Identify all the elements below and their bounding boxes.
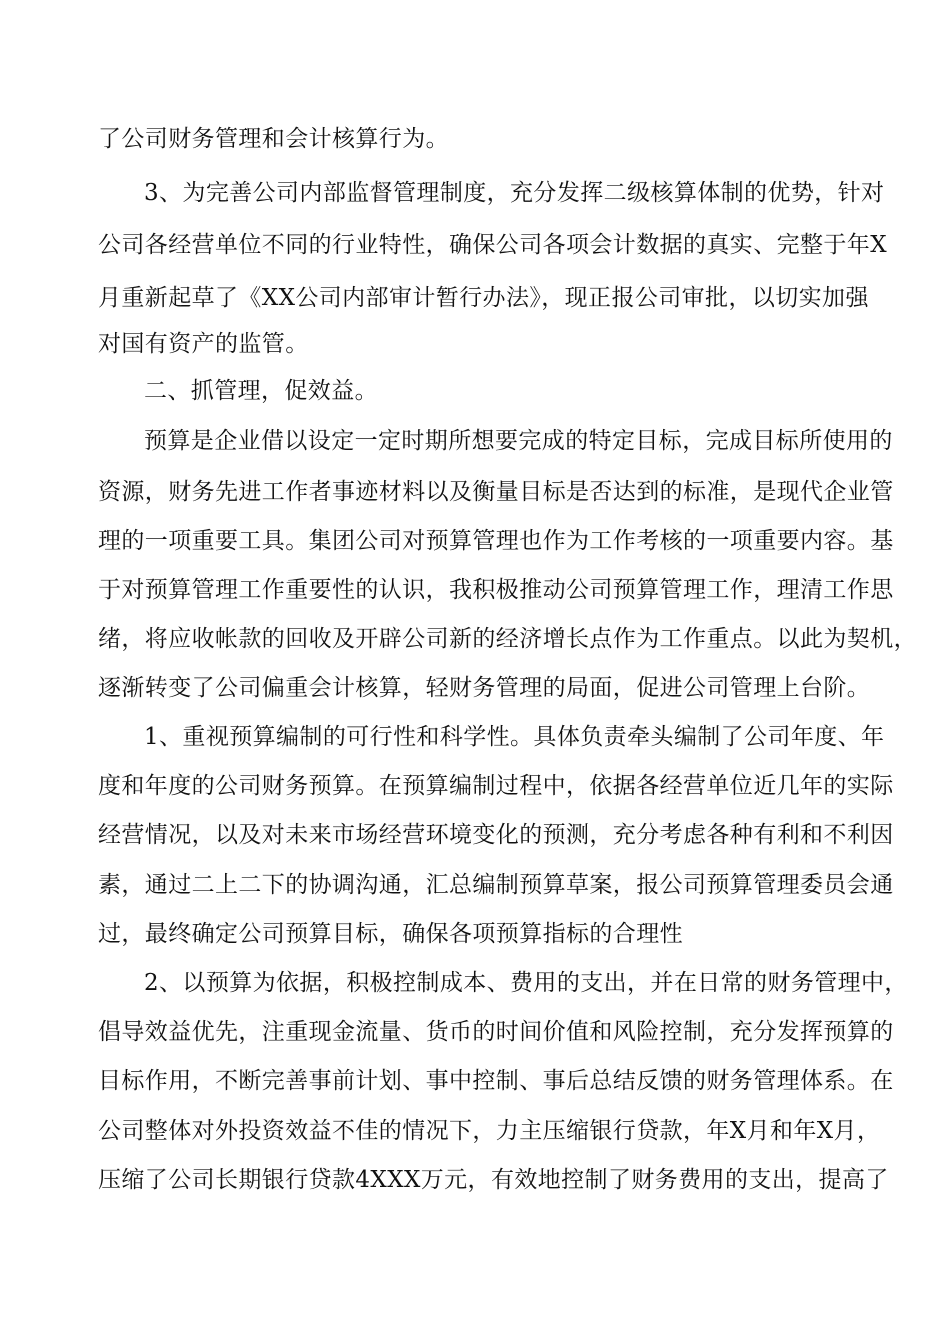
- text-line: 了公司财务管理和会计核算行为。: [98, 126, 449, 152]
- paragraph-first-line: 2、以预算为依据，积极控制成本、费用的支出，并在日常的财务管理中，: [144, 970, 908, 996]
- text-line: 倡导效益优先，注重现金流量、货币的时间价值和风险控制，充分发挥预算的: [98, 1019, 894, 1045]
- section-heading: 二、抓管理，促效益。: [144, 378, 378, 404]
- text-line: 经营情况，以及对未来市场经营环境变化的预测，充分考虑各种有利和不利因: [98, 822, 894, 848]
- text-line: 过，最终确定公司预算目标，确保各项预算指标的合理性: [98, 921, 683, 947]
- paragraph-first-line: 3、为完善公司内部监督管理制度，充分发挥二级核算体制的优势，针对: [144, 180, 885, 206]
- text-line: 绪，将应收帐款的回收及开辟公司新的经济增长点作为工作重点。以此为契机，: [98, 626, 917, 652]
- text-line: 于对预算管理工作重要性的认识，我积极推动公司预算管理工作，理清工作思: [98, 577, 894, 603]
- text-line: 公司各经营单位不同的行业特性，确保公司各项会计数据的真实、完整于年X: [98, 232, 887, 258]
- text-line: 理的一项重要工具。集团公司对预算管理也作为工作考核的一项重要内容。基: [98, 528, 894, 554]
- text-line: 资源，财务先进工作者事迹材料以及衡量目标是否达到的标准，是现代企业管: [98, 479, 894, 505]
- text-line: 公司整体对外投资效益不佳的情况下，力主压缩银行贷款，年X月和年X月，: [98, 1118, 881, 1144]
- text-line: 素，通过二上二下的协调沟通，汇总编制预算草案，报公司预算管理委员会通: [98, 872, 894, 898]
- paragraph-first-line: 预算是企业借以设定一定时期所想要完成的特定目标，完成目标所使用的: [144, 428, 893, 454]
- text-line: 月重新起草了《XX公司内部审计暂行办法》，现正报公司审批，以切实加强: [98, 285, 869, 311]
- text-line: 压缩了公司长期银行贷款4XXX万元，有效地控制了财务费用的支出，提高了: [98, 1167, 889, 1193]
- text-line: 对国有资产的监管。: [98, 331, 309, 357]
- paragraph-first-line: 1、重视预算编制的可行性和科学性。具体负责牵头编制了公司年度、年: [144, 724, 885, 750]
- text-line: 度和年度的公司财务预算。在预算编制过程中，依据各经营单位近几年的实际: [98, 773, 894, 799]
- text-line: 逐渐转变了公司偏重会计核算，轻财务管理的局面，促进公司管理上台阶。: [98, 675, 871, 701]
- text-line: 目标作用，不断完善事前计划、事中控制、事后总结反馈的财务管理体系。在: [98, 1068, 894, 1094]
